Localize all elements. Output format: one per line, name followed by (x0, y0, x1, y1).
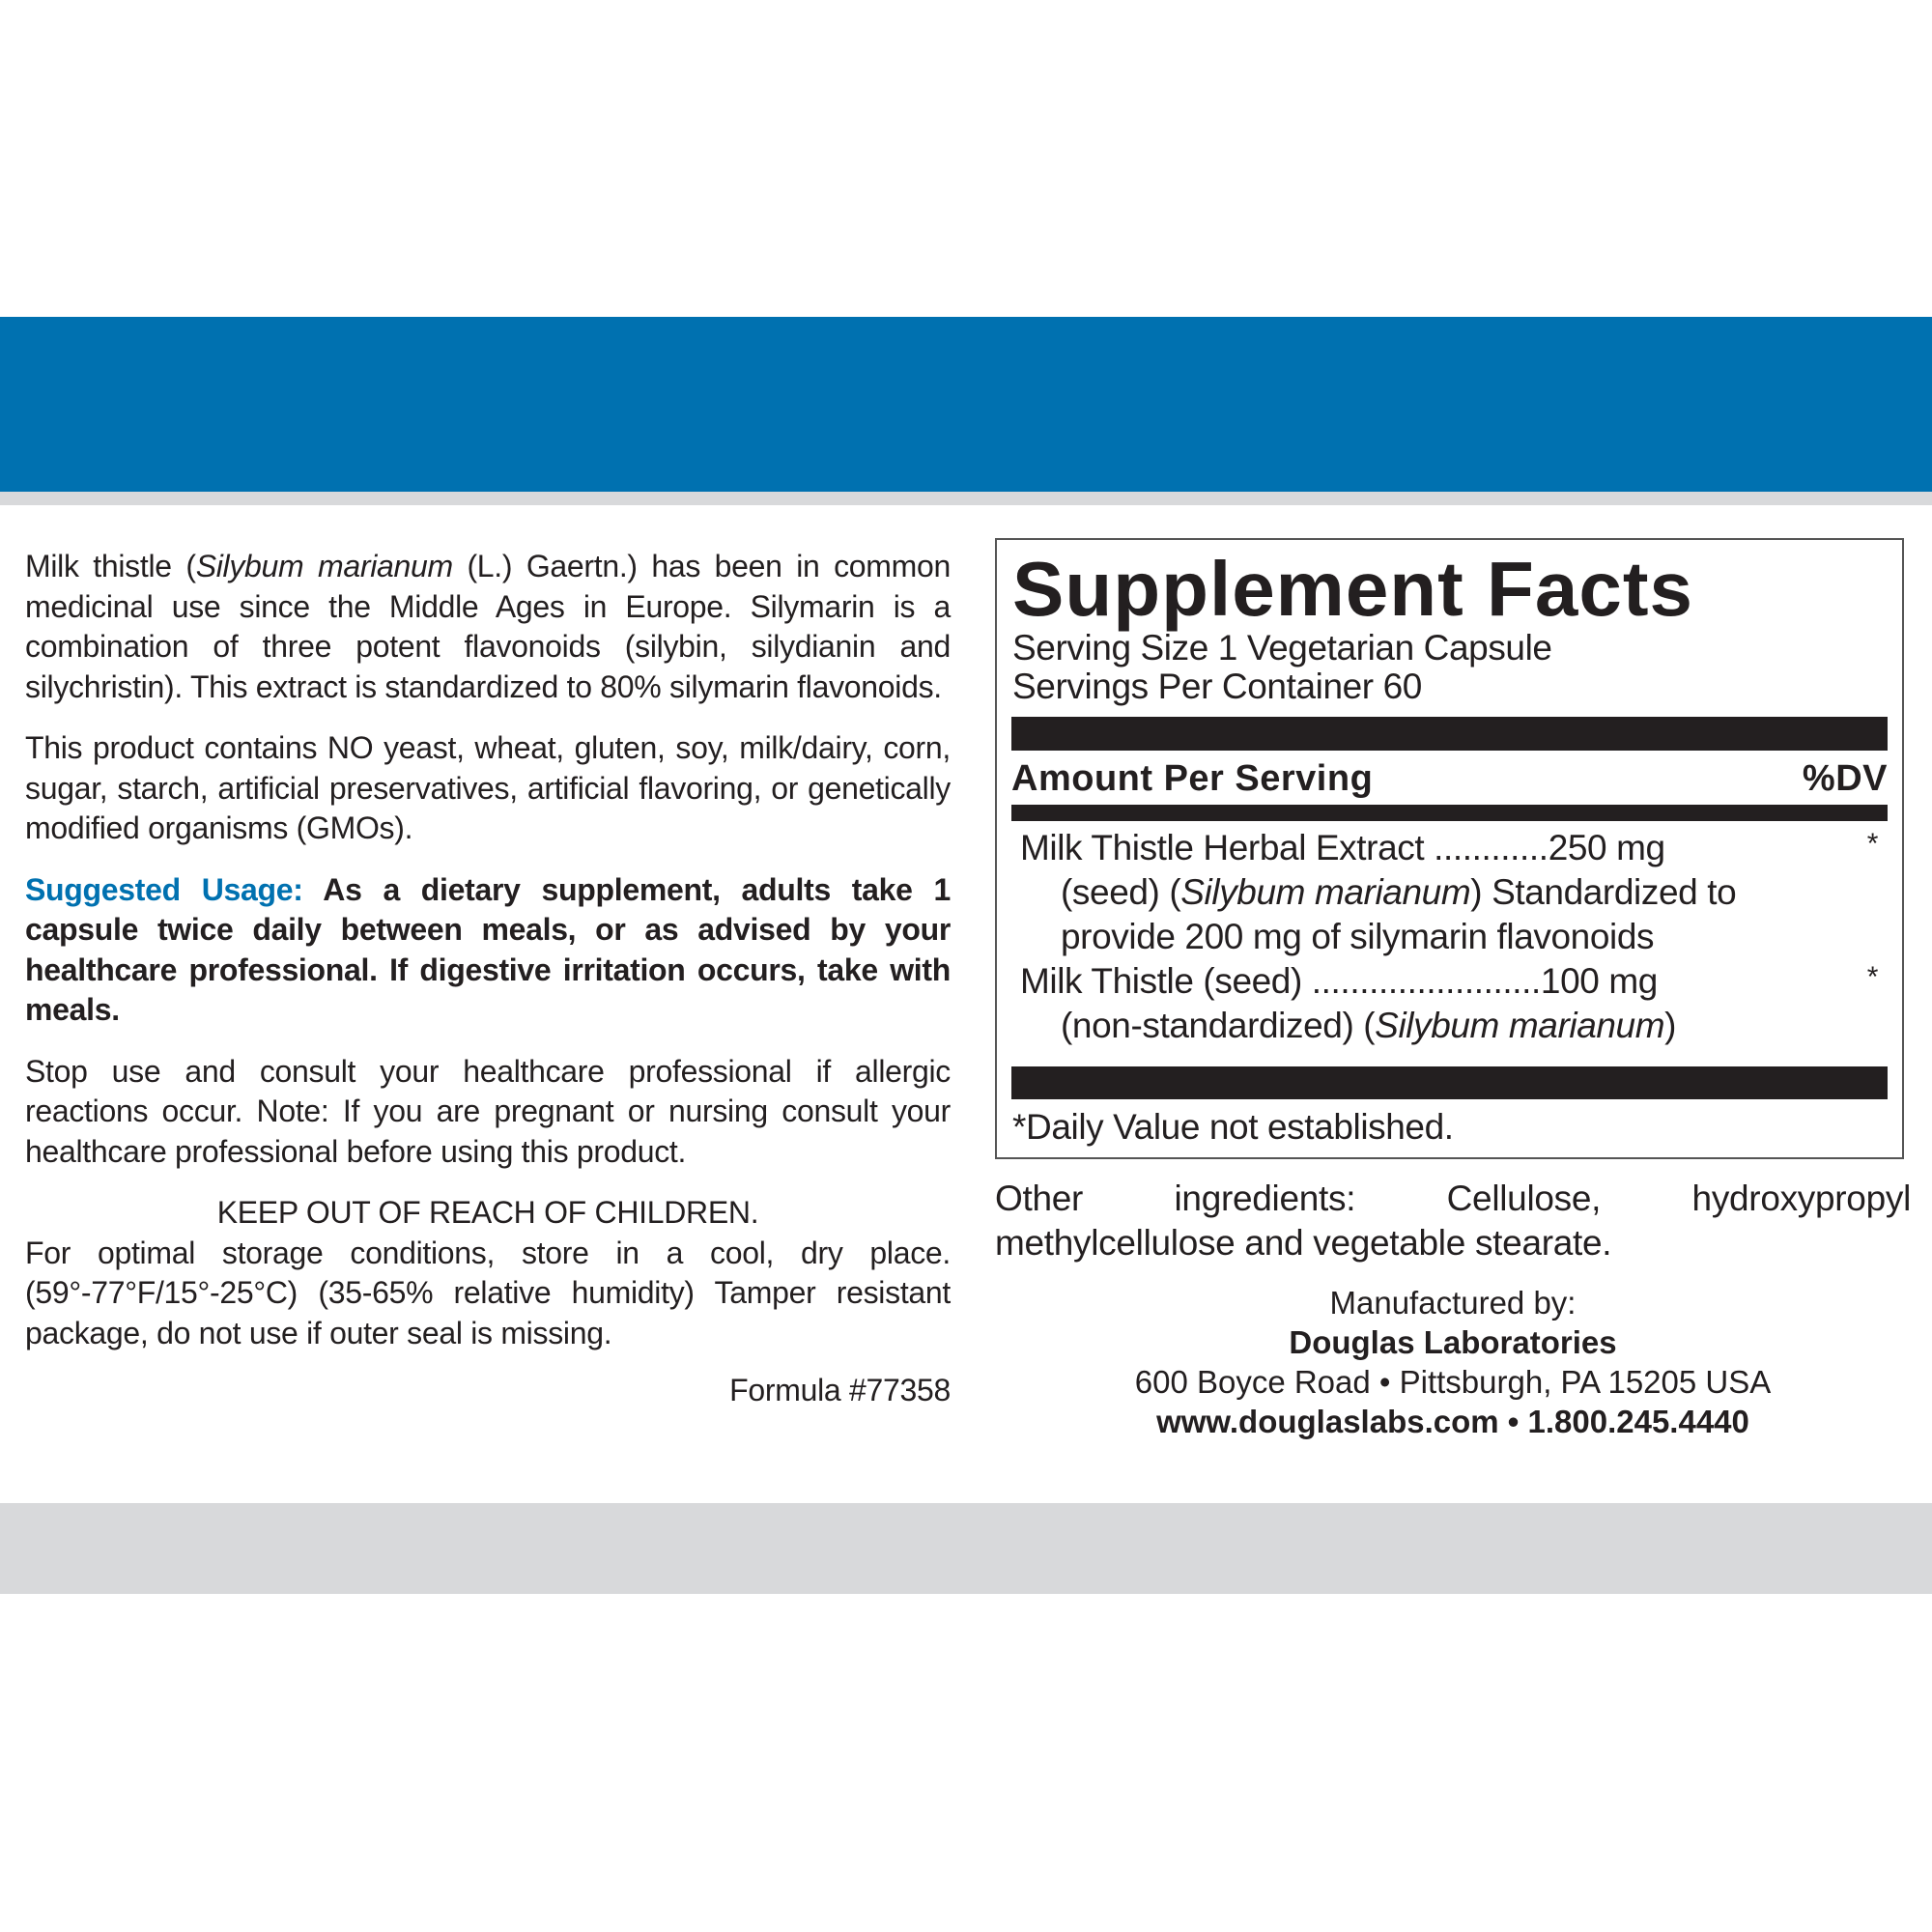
description-text: (L.) Gaertn.) has been in common medicinal use since the Middle Ages in Europe. Silymarin is a combination of three potent flavonoids (silybin, silydianin and silychristin). This extract is standardized to 80% silymarin flavonoids. (25, 549, 951, 704)
ingredient-dv: * (1866, 961, 1878, 993)
facts-header-row (1011, 754, 1888, 803)
ingredient-detail (1020, 870, 1888, 915)
storage-instructions: For optimal storage conditions, store in a cool, dry place. (59°-77°F/15°-25°C) (35-65% relative humidity) Tamper resistant package, do not use if outer seal is missing. (25, 1235, 951, 1350)
percent-dv-header: %DV (1802, 758, 1888, 799)
formula-number: Formula #77358 (729, 1373, 951, 1407)
detail-text: (seed) ( (1061, 872, 1181, 912)
description-paragraph (25, 547, 951, 707)
ingredient-detail (1020, 1004, 1888, 1048)
thick-rule (1011, 1066, 1888, 1099)
supplement-facts-panel (995, 538, 1904, 1159)
manufacturer-address: 600 Boyce Road • Pittsburgh, PA 15205 USA (1134, 1364, 1772, 1400)
detail-text: ) Standardized to (1470, 872, 1737, 912)
daily-value-footnote: *Daily Value not established. (1012, 1107, 1454, 1147)
suggested-usage-text: As a dietary supplement, adults take 1 capsule twice daily between meals, or as advised by your healthcare professional. If digestive irritation occurs, take with meals. (25, 871, 951, 1027)
suggested-usage (25, 870, 951, 1031)
latin-name: Silybum marianum (195, 549, 453, 583)
other-ingredients (995, 1177, 1911, 1265)
other-ingredients-text: Other ingredients: Cellulose, hydroxypropyl methylcellulose and vegetable stearate. (995, 1179, 1911, 1263)
blue-header-band (0, 317, 1932, 492)
leader-dots: ........................ (1311, 961, 1541, 1001)
manufacturer-name: Douglas Laboratories (1289, 1324, 1617, 1360)
ingredient-name: Milk Thistle Herbal Extract (1020, 828, 1425, 867)
manufacturer-block (995, 1283, 1911, 1441)
warning-statement: Stop use and consult your healthcare professional if allergic reactions occur. Note: If you are pregnant or nursing consult your healthcare professional before using this product. (25, 1053, 951, 1169)
manufacturer-contact: www.douglaslabs.com • 1.800.245.4440 (1156, 1404, 1749, 1439)
gray-footer-band (0, 1503, 1932, 1594)
ingredient-detail: provide 200 mg of silymarin flavonoids (1061, 917, 1655, 956)
serving-info (1012, 629, 1552, 706)
allergen-statement: This product contains NO yeast, wheat, gluten, soy, milk/dairy, corn, sugar, starch, artificial preservatives, artificial flavoring, or genetically modified organisms (GMOs). (25, 730, 951, 845)
ingredient-amount: 250 mg (1548, 828, 1665, 867)
supplement-facts-title: Supplement Facts (1012, 546, 1694, 632)
ingredient-dv: * (1866, 828, 1878, 860)
latin-name: Silybum marianum (1375, 1006, 1665, 1045)
manufactured-by-label: Manufactured by: (1329, 1285, 1577, 1321)
thick-rule (1011, 717, 1888, 751)
suggested-usage-label: Suggested Usage: (25, 871, 303, 907)
amount-per-serving-header: Amount Per Serving (1011, 758, 1374, 799)
ingredient-amount: 100 mg (1540, 961, 1658, 1001)
gray-divider-strip (0, 492, 1932, 505)
product-description-column (25, 547, 951, 1411)
keep-out-of-reach: KEEP OUT OF REACH OF CHILDREN. (216, 1195, 759, 1230)
detail-text: ) (1664, 1006, 1677, 1045)
ingredient-name: Milk Thistle (seed) (1020, 961, 1312, 1001)
servings-per-container: Servings Per Container 60 (1012, 667, 1422, 706)
ingredient-row (1020, 959, 1888, 1004)
description-text: Milk thistle ( (25, 549, 196, 583)
ingredient-row (1020, 826, 1888, 870)
latin-name: Silybum marianum (1180, 872, 1471, 912)
medium-rule (1011, 805, 1888, 821)
ingredient-list (1020, 826, 1888, 1048)
leader-dots: ............ (1424, 828, 1548, 867)
serving-size: Serving Size 1 Vegetarian Capsule (1012, 628, 1552, 668)
detail-text: (non-standardized) ( (1061, 1006, 1376, 1045)
